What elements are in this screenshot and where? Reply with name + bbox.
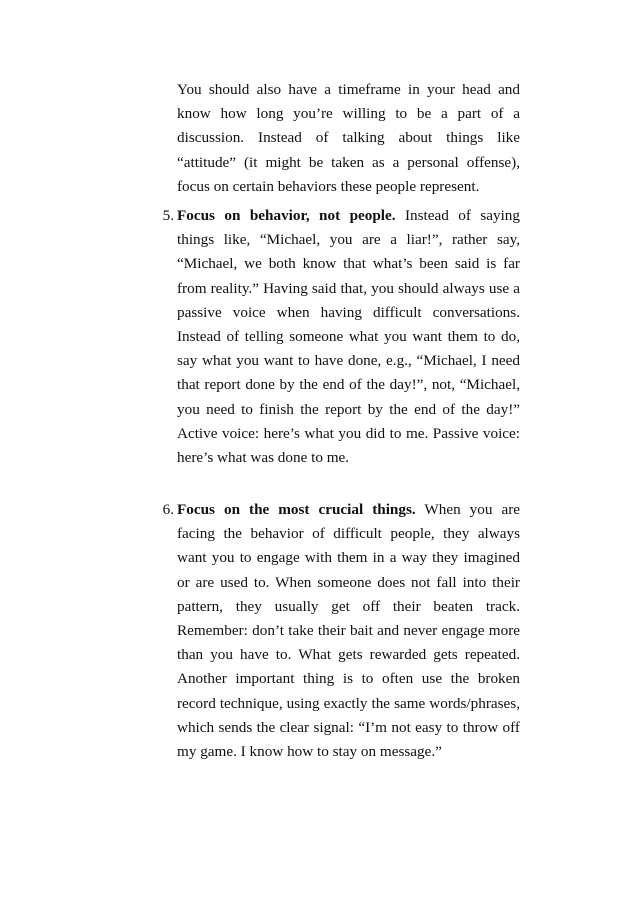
list-item-text xyxy=(177,498,520,764)
list-item xyxy=(162,204,520,470)
list-item xyxy=(162,498,520,764)
list-item-number: 6. xyxy=(162,501,174,518)
list-item-heading: Focus on behavior, not people. xyxy=(177,207,396,224)
list-item-heading: Focus on the most crucial things. xyxy=(177,501,416,518)
list-item-text xyxy=(177,204,520,470)
intro-paragraph: You should also have a timeframe in your head and know how long you’re willing to be a part of a discussion. Instead of talking about things like “attitude” (it might be taken as a personal offense), focus on certain behaviors these people represent. xyxy=(177,81,520,195)
list-item-body: When you are facing the behavior of difficult people, they always want you to engage with them in a way they imagined or are used to. When someone does not fall into their pattern, they usually get off their beaten track. Remember: don’t take their bait and never engage more than you have to. What gets rewarded gets repeated. Another important thing is to often use the broken record technique, using exactly the same words/phrases, which sends the clear signal: “I’m not easy to throw off my game. I know how to stay on message.” xyxy=(177,501,520,761)
list-item-number: 5. xyxy=(162,207,174,224)
list-item-body: Instead of saying things like, “Michael, you are a liar!”, rather say, “Michael, we both know that what’s been said is far from reality.” Having said that, you should always use a passive voice when having difficult conversations. Instead of telling someone what you want them to do, say what you want to have done, e.g., “Michael, I need that report done by the end of the day!”, not, “Michael, you need to finish the report by the end of the day!” Active voice: here’s what you did to me. Passive voice: here’s what was done to me. xyxy=(177,207,520,467)
